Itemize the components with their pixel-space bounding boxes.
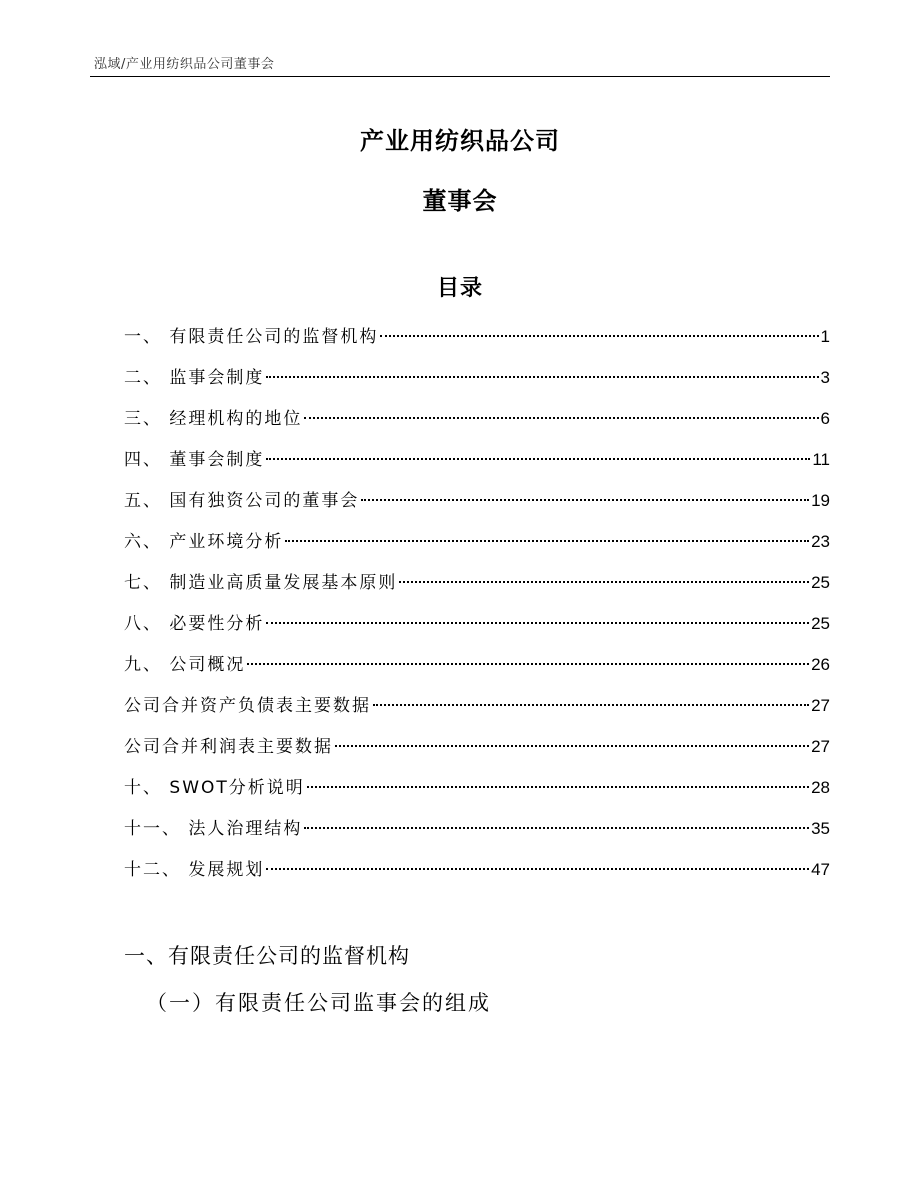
toc-leader-dots: [335, 745, 809, 747]
toc-entry[interactable]: [124, 691, 830, 732]
toc-entry-label: 十、 SWOT分析说明: [124, 778, 305, 798]
toc-entry-label: 十二、 发展规划: [124, 860, 265, 880]
toc-entry-page: 28: [811, 778, 830, 797]
toc-entry-page: 1: [820, 327, 830, 346]
toc-leader-dots: [266, 458, 810, 460]
toc-entry[interactable]: [124, 732, 830, 773]
running-header: 泓域/产业用纺织品公司董事会: [94, 57, 275, 72]
document-title: 产业用纺织品公司: [360, 127, 560, 155]
toc-entry-page: 11: [812, 450, 830, 469]
toc-entry[interactable]: [124, 773, 830, 814]
toc-entry-page: 25: [811, 614, 830, 633]
toc-entry-page: 35: [811, 819, 830, 838]
toc-entry-label: 五、 国有独资公司的董事会: [124, 491, 360, 511]
toc-entry[interactable]: [124, 568, 830, 609]
toc-entry[interactable]: [124, 486, 830, 527]
toc-entry-label: 九、 公司概况: [124, 655, 246, 675]
subsection-heading: （一）有限责任公司监事会的组成: [146, 991, 491, 1015]
toc-entry-label: 四、 董事会制度: [124, 450, 265, 470]
toc-entry[interactable]: [124, 814, 830, 855]
toc-entry[interactable]: [124, 609, 830, 650]
toc-leader-dots: [361, 499, 809, 501]
toc-entry-label: 七、 制造业高质量发展基本原则: [124, 573, 398, 593]
toc-entry[interactable]: [124, 322, 830, 363]
toc-entry-label: 六、 产业环境分析: [124, 532, 284, 552]
toc-entry[interactable]: [124, 445, 830, 486]
toc-entry[interactable]: [124, 650, 830, 691]
toc-entry-label: 一、 有限责任公司的监督机构: [124, 327, 379, 347]
toc-entry-label: 八、 必要性分析: [124, 614, 265, 634]
toc-leader-dots: [266, 622, 809, 624]
toc-entry-page: 26: [811, 655, 830, 674]
toc-entry-label: 公司合并利润表主要数据: [124, 737, 333, 757]
toc-entry-label: 二、 监事会制度: [124, 368, 265, 388]
toc-entry[interactable]: [124, 404, 830, 445]
table-of-contents: [124, 322, 830, 896]
toc-leader-dots: [304, 417, 818, 419]
toc-leader-dots: [266, 376, 818, 378]
toc-leader-dots: [380, 335, 818, 337]
toc-entry-page: 23: [811, 532, 830, 551]
toc-entry-page: 3: [820, 368, 830, 387]
toc-leader-dots: [373, 704, 809, 706]
toc-entry-page: 6: [820, 409, 830, 428]
toc-entry-page: 19: [811, 491, 830, 510]
toc-entry[interactable]: [124, 855, 830, 896]
header-rule: [90, 76, 830, 77]
toc-leader-dots: [266, 868, 809, 870]
document-subtitle: 董事会: [422, 187, 498, 215]
toc-heading: 目录: [436, 276, 483, 301]
section-heading: 一、有限责任公司的监督机构: [124, 944, 410, 968]
toc-leader-dots: [307, 786, 809, 788]
toc-entry[interactable]: [124, 363, 830, 404]
toc-entry[interactable]: [124, 527, 830, 568]
toc-leader-dots: [247, 663, 809, 665]
toc-entry-label: 十一、 法人治理结构: [124, 819, 303, 839]
toc-entry-label: 公司合并资产负债表主要数据: [124, 696, 371, 716]
toc-leader-dots: [285, 540, 809, 542]
toc-entry-page: 25: [811, 573, 830, 592]
toc-leader-dots: [304, 827, 809, 829]
toc-leader-dots: [399, 581, 809, 583]
toc-entry-page: 47: [811, 860, 830, 879]
toc-entry-page: 27: [811, 737, 830, 756]
toc-entry-page: 27: [811, 696, 830, 715]
toc-entry-label: 三、 经理机构的地位: [124, 409, 303, 429]
